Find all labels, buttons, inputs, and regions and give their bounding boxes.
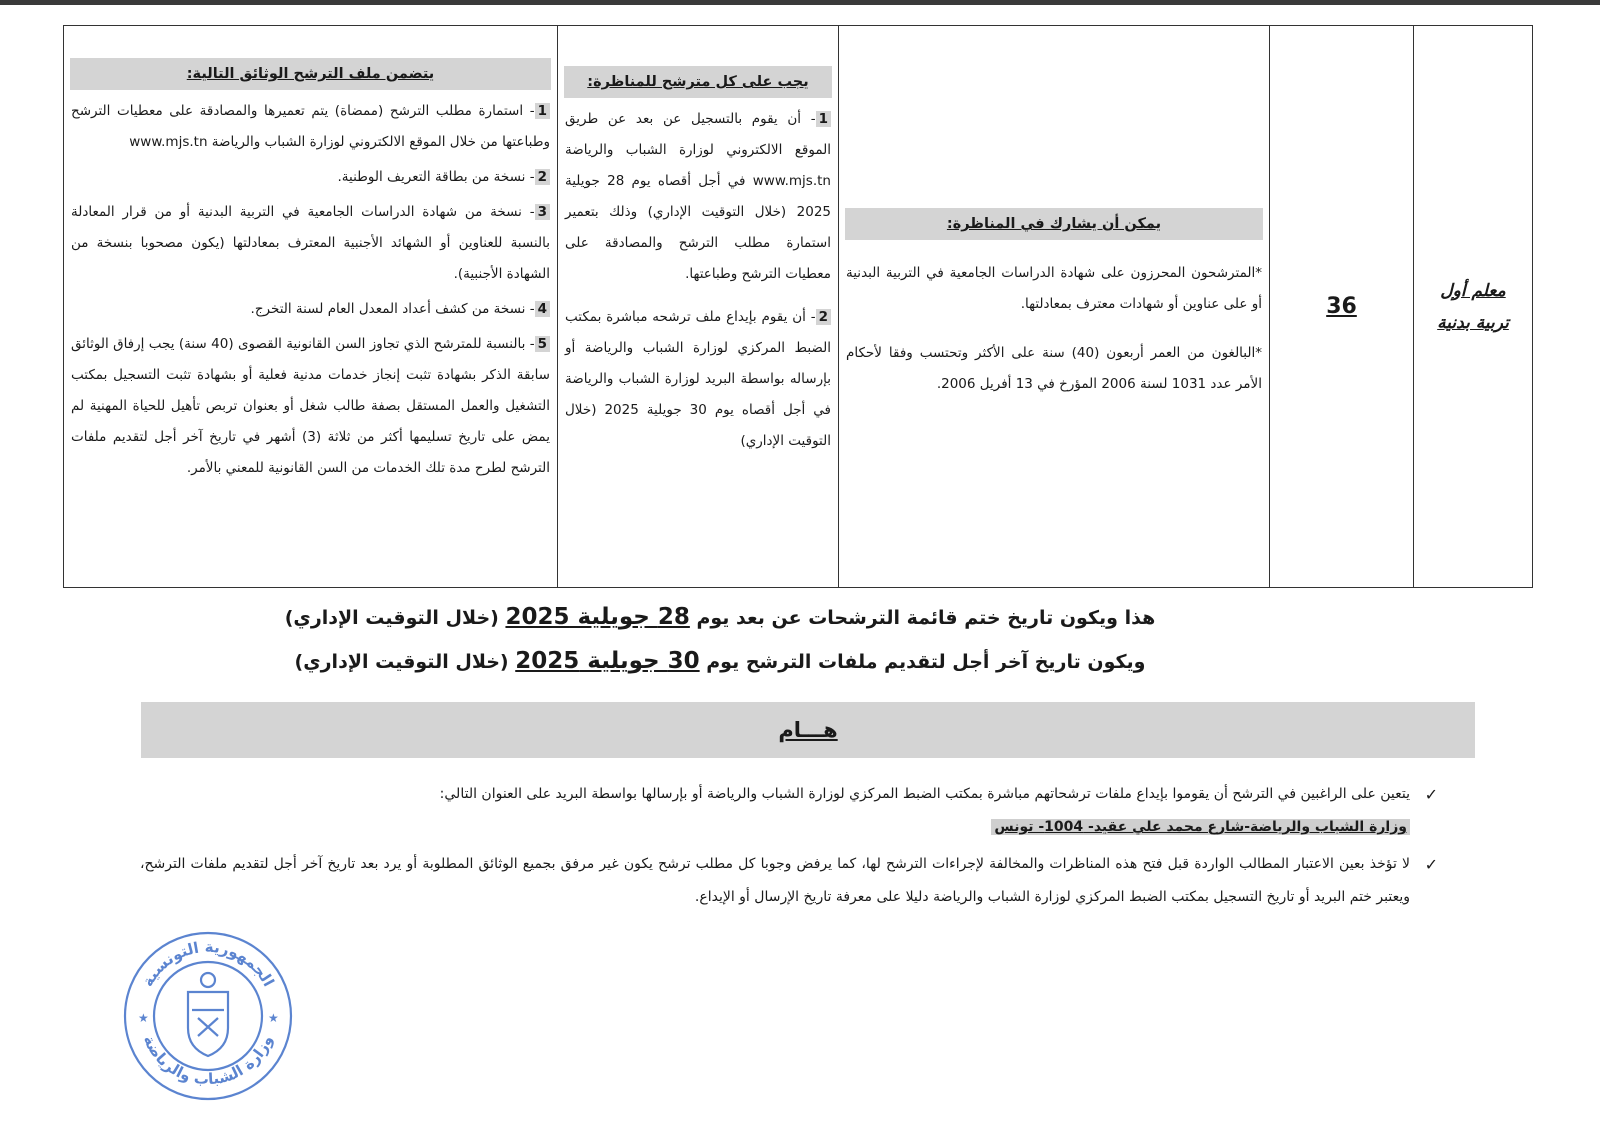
seal-text-top: الجمهورية التونسية (138, 937, 278, 990)
item-number: 3 (535, 204, 550, 220)
post-title (1414, 275, 1532, 339)
item-number: 2 (816, 309, 831, 325)
requirements-item2 (565, 302, 831, 457)
item-number: 4 (535, 301, 550, 317)
documents-body (64, 96, 557, 484)
note-item (140, 848, 1438, 914)
table-row (64, 26, 1533, 588)
requirements-cell (558, 26, 839, 588)
checkmark-icon: ✓ (1424, 785, 1438, 804)
deadline-line1-date: 28 جويلية 2025 (505, 604, 690, 630)
eligibility-body (839, 258, 1269, 400)
requirements-item1 (565, 104, 831, 290)
note-item (140, 778, 1438, 844)
item-number: 5 (535, 336, 550, 352)
item-text: - بالنسبة للمترشح الذي تجاوز السن القانونية القصوى (40 سنة) يجب إرفاق الوثائق سابقة الذكر بشهادة تثبت إنجاز خدمات مدنية فعلية أو بشهادة تثبت التسجيل بمكتب التشغيل والعمل المستقل بصفة طالب شغل أو بعنوان تربص تأهيل للحياة المهنية لم يمض على تاريخ تسليمها أكثر من ثلاثة (3) أشهر في تاريخ آخر أجل لتقديم ملفات الترشح لطرح مدة تلك الخدمات من السن القانونية للمعني بالأمر. (71, 336, 550, 476)
item-text: - نسخة من كشف أعداد المعدل العام لسنة التخرج. (250, 301, 535, 317)
item-text: - نسخة من شهادة الدراسات الجامعية في التربية البدنية أو من قرار المعادلة بالنسبة للعناوين أو الشهائد الأجنبية المعترف بمعادلتها (يكون مصحوبا بنسخة من الشهادة الأجنبية). (71, 204, 550, 282)
post-title-line2: تربية بدنية (1437, 312, 1509, 333)
requirements-body (558, 104, 838, 457)
seal-star-right: ★ (268, 1011, 279, 1025)
requirements-header: يجب على كل مترشح للمناظرة: (564, 66, 832, 98)
checkmark-icon: ✓ (1424, 855, 1438, 874)
deadline-line1-prefix: هذا ويكون تاريخ ختم قائمة الترشحات عن بعد يوم (689, 607, 1156, 629)
deadline-line2-suffix: (خلال التوقيت الإداري) (294, 651, 516, 673)
documents-item5 (71, 329, 550, 484)
documents-item4 (71, 294, 550, 325)
address-line (140, 811, 1410, 844)
seal-text-bottom: وزارة الشباب والرياضة (139, 1032, 277, 1089)
documents-item1 (71, 96, 550, 158)
item-text: - أن يقوم بإيداع ملف ترشحه مباشرة بمكتب الضبط المركزي لوزارة الشباب والرياضة أو بإرساله بواسطة البريد لوزارة الشباب والرياضة في أجل أقصاه يوم 30 جويلية 2025 (خلال التوقيت الإداري) (565, 309, 831, 449)
item-number: 2 (535, 169, 550, 185)
documents-cell (64, 26, 558, 588)
important-notes (140, 778, 1438, 918)
eligibility-header: يمكن أن يشارك في المناظرة: (845, 208, 1263, 240)
deadline-line1-suffix: (خلال التوقيت الإداري) (284, 607, 506, 629)
item-text: - نسخة من بطاقة التعريف الوطنية. (337, 169, 535, 185)
positions-count: 36 (1326, 294, 1357, 319)
documents-item3 (71, 197, 550, 290)
positions-count-cell (1270, 26, 1414, 588)
top-border-rule (0, 0, 1600, 5)
seal-star-left: ★ (138, 1011, 149, 1025)
ministry-seal-stamp (122, 930, 294, 1102)
item-text: - أن يقوم بالتسجيل عن بعد عن طريق الموقع الالكتروني لوزارة الشباب والرياضة www.mjs.tn في أجل أقصاه يوم 28 جويلية 2025 (خلال التوقيت الإداري) وذلك بتعمير استمارة مطلب الترشح والمصادقة على معطيات الترشح وطباعتها. (565, 111, 831, 282)
item-number: 1 (816, 111, 831, 127)
eligibility-line2: *البالغون من العمر أربعون (40) سنة على الأكثر وتحتسب وفقا لأحكام الأمر عدد 1031 لسنة 2006 المؤرخ في 13 أفريل 2006. (846, 345, 1262, 392)
important-title: هـــام (778, 718, 838, 742)
deadline-dates (200, 596, 1240, 684)
deadline-line2-prefix: ويكون تاريخ آخر أجل لتقديم ملفات الترشح يوم (699, 651, 1146, 673)
postal-address: وزارة الشباب والرياضة-شارع محمد علي عقيد- 1004- تونس (991, 819, 1410, 835)
documents-item2 (71, 162, 550, 193)
note2-text: لا تؤخذ بعين الاعتبار المطالب الواردة قبل فتح هذه المناظرات والمخالفة لإجراءات الترشح لها، كما يرفض وجوبا كل مطلب ترشح يكون غير مرفق بجميع الوثائق المطلوبة أو يرد بعد تاريخ آخر أجل لتقديم ملفات الترشح، ويعتبر ختم البريد أو تاريخ التسجيل بمكتب الضبط المركزي لوزارة الشباب والرياضة دليلا على معرفة تاريخ الإرسال أو الإيداع. (140, 856, 1410, 905)
eligibility-line1: *المترشحون المحرزون على شهادة الدراسات الجامعية في التربية البدنية أو على عناوين أو شهادات معترف بمعادلتها. (846, 265, 1262, 312)
svg-text:الجمهورية التونسية (138, 938, 277, 990)
note1-text: يتعين على الراغبين في الترشح أن يقوموا بإيداع ملفات ترشحاتهم مباشرة بمكتب الضبط المركزي لوزارة الشباب والرياضة أو بإرسالها بواسطة البريد على العنوان التالي: (439, 786, 1410, 802)
deadline-line1 (200, 596, 1240, 640)
item-number: 1 (535, 103, 550, 119)
eligibility-cell (839, 26, 1270, 588)
post-title-cell (1414, 26, 1533, 588)
deadline-line2-date: 30 جويلية 2025 (515, 648, 700, 674)
competition-table (63, 25, 1533, 588)
important-banner (141, 702, 1475, 758)
documents-header: يتضمن ملف الترشح الوثائق التالية: (70, 58, 551, 90)
deadline-line2 (200, 640, 1240, 684)
post-title-line1: معلم أول (1440, 280, 1506, 301)
item-text: - استمارة مطلب الترشح (ممضاة) يتم تعميرها والمصادقة على معطيات الترشح وطباعتها من خلال الموقع الالكتروني لوزارة الشباب والرياضة www.mjs.tn (71, 103, 550, 150)
